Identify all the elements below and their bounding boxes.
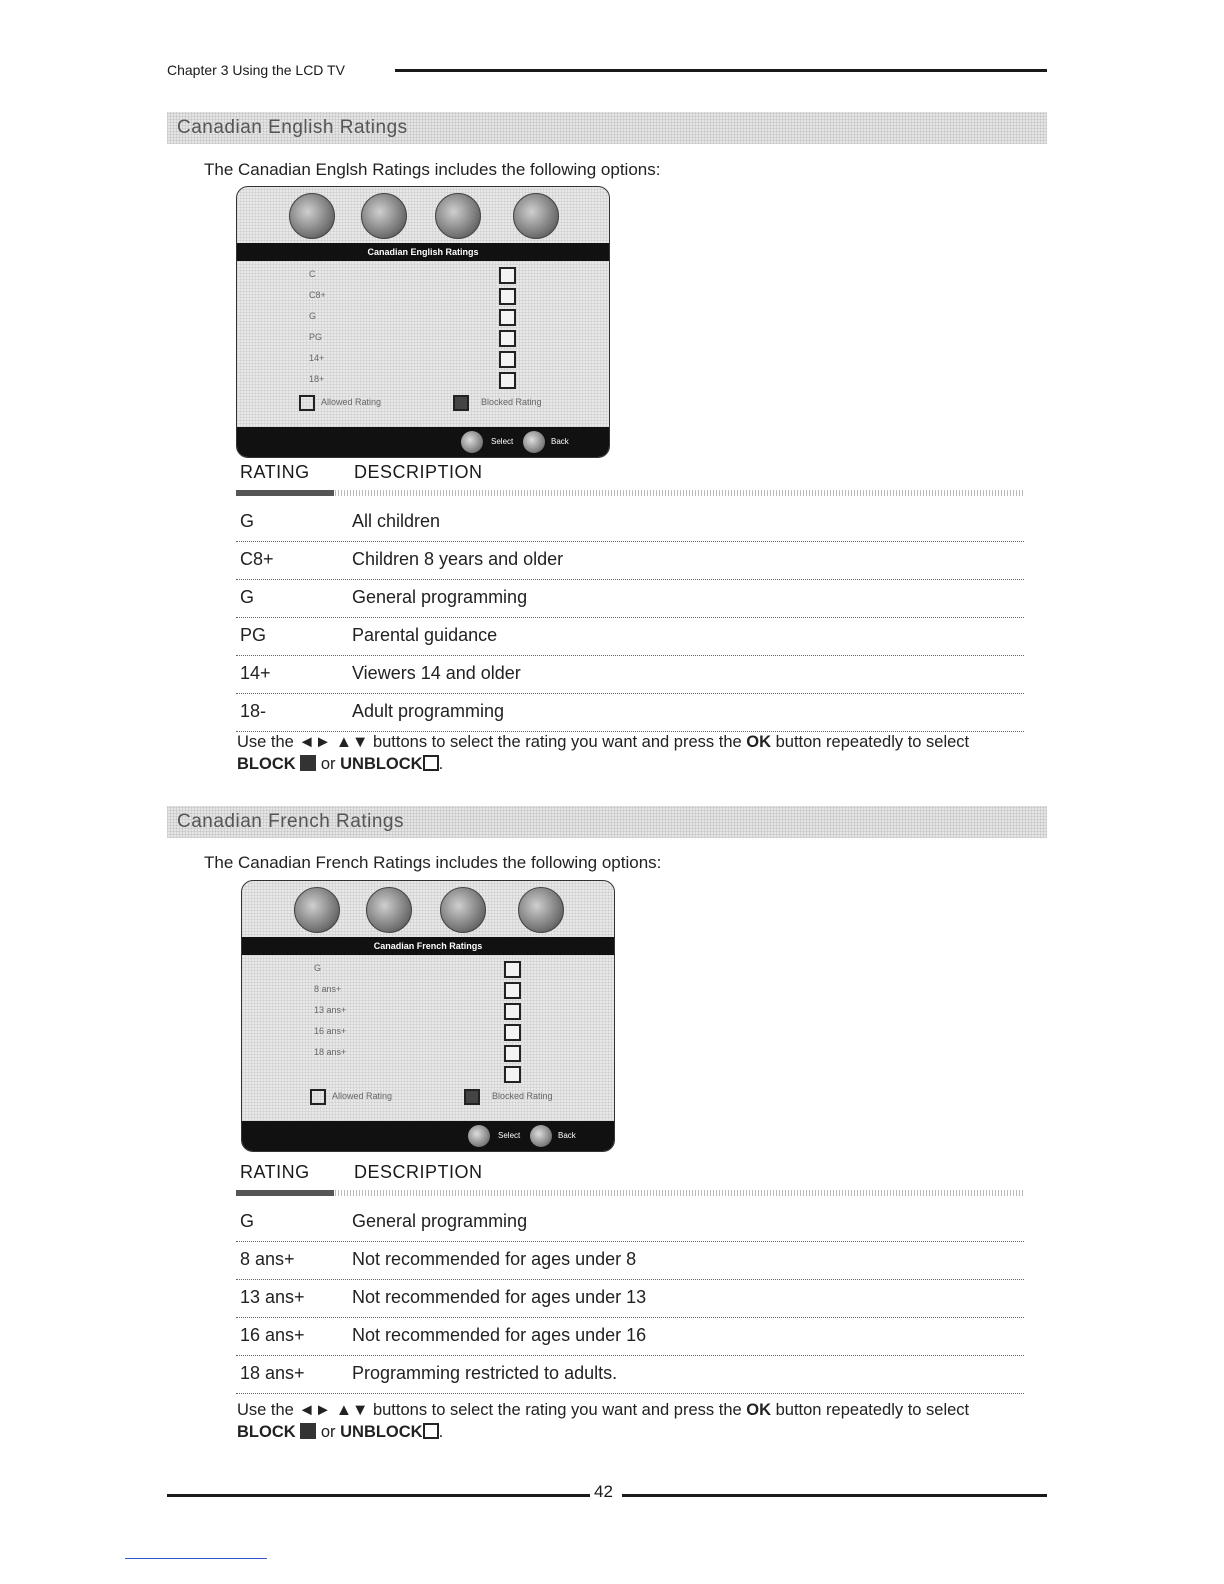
tv-icon xyxy=(435,193,481,239)
checkbox-icon[interactable] xyxy=(504,1024,521,1041)
blocked-box-icon xyxy=(464,1089,480,1105)
section-title-english: Canadian English Ratings xyxy=(177,117,408,138)
menu-row-label: 18+ xyxy=(309,374,325,384)
description-cell: Not recommended for ages under 8 xyxy=(352,1249,637,1269)
unblock-label: UNBLOCK xyxy=(340,1423,423,1441)
table-row xyxy=(236,580,1024,618)
footer-rule-right xyxy=(622,1494,1047,1497)
block-label: BLOCK xyxy=(237,1423,296,1441)
rating-cell: 14+ xyxy=(240,663,271,683)
menu-row[interactable] xyxy=(237,349,609,370)
blocked-label: Blocked Rating xyxy=(492,1091,553,1101)
menu-footer xyxy=(237,427,609,457)
block-label: BLOCK xyxy=(237,755,296,773)
menu-row-label: C8+ xyxy=(309,290,326,300)
description-cell: Viewers 14 and older xyxy=(352,663,521,683)
tv-icon xyxy=(440,887,486,933)
sound-icon xyxy=(366,887,412,933)
menu-footer xyxy=(242,1121,614,1151)
table-row xyxy=(236,542,1024,580)
checkbox-icon[interactable] xyxy=(504,1003,521,1020)
menu-row[interactable] xyxy=(237,286,609,307)
table-header xyxy=(236,1162,1024,1190)
section-title-french: Canadian French Ratings xyxy=(177,811,404,832)
menu-row-label: PG xyxy=(309,332,323,342)
menu-title: Canadian English Ratings xyxy=(237,243,609,261)
back-label: Back xyxy=(558,1131,576,1140)
menu-row-label: G xyxy=(314,963,322,973)
description-cell: Adult programming xyxy=(352,701,505,721)
menu-legend xyxy=(237,393,609,411)
table-row xyxy=(236,504,1024,542)
col-rating: RATING xyxy=(240,462,310,482)
menu-row[interactable] xyxy=(242,1022,614,1043)
instruction-text: Use the ◄► ▲▼ buttons to select the rating you want and press the xyxy=(237,733,747,751)
instruction-french xyxy=(237,1399,1027,1443)
menu-row-label: 8 ans+ xyxy=(314,984,342,994)
menu-row[interactable] xyxy=(237,328,609,349)
checkbox-icon[interactable] xyxy=(504,982,521,999)
rating-cell: 16 ans+ xyxy=(240,1325,305,1345)
menu-row[interactable] xyxy=(242,959,614,980)
table-row xyxy=(236,618,1024,656)
sound-icon xyxy=(361,193,407,239)
table-header-bar xyxy=(236,490,1024,496)
chapter-title: Chapter 3 Using the LCD TV xyxy=(167,62,345,78)
rating-cell: G xyxy=(240,587,255,607)
rating-cell: 18 ans+ xyxy=(240,1363,305,1383)
allowed-box-icon xyxy=(423,755,439,771)
table-row xyxy=(236,694,1024,732)
table-row xyxy=(236,1280,1024,1318)
checkbox-icon[interactable] xyxy=(504,961,521,978)
table-header-bar xyxy=(236,1190,1024,1196)
footer-rule-left xyxy=(167,1494,590,1497)
rating-cell: G xyxy=(240,511,255,531)
checkbox-icon[interactable] xyxy=(499,309,516,326)
menu-row[interactable] xyxy=(242,1001,614,1022)
table-row xyxy=(236,1356,1024,1394)
header-rule xyxy=(395,69,1047,72)
menu-row[interactable] xyxy=(237,370,609,391)
setup-icon xyxy=(518,887,564,933)
rating-table-english xyxy=(236,462,1024,732)
checkbox-icon[interactable] xyxy=(504,1066,521,1083)
checkbox-icon[interactable] xyxy=(499,351,516,368)
ok-label: OK xyxy=(746,1401,772,1419)
instruction-text: button repeatedly to select xyxy=(771,1401,970,1419)
description-cell: Not recommended for ages under 13 xyxy=(352,1287,647,1307)
page-number: 42 xyxy=(594,1482,613,1501)
checkbox-icon[interactable] xyxy=(499,372,516,389)
menu-rating-list xyxy=(237,265,609,391)
menu-row-label: G xyxy=(309,311,317,321)
checkbox-icon[interactable] xyxy=(499,330,516,347)
description-cell: General programming xyxy=(352,587,528,607)
description-cell: Parental guidance xyxy=(352,625,498,645)
checkbox-icon[interactable] xyxy=(499,267,516,284)
table-row xyxy=(236,1242,1024,1280)
intro-english: The Canadian Englsh Ratings includes the following options: xyxy=(204,160,661,179)
allowed-box-icon xyxy=(310,1089,326,1105)
description-cell: Children 8 years and older xyxy=(352,549,564,569)
chapter-header xyxy=(167,60,1047,84)
section-bar-french xyxy=(167,806,1047,838)
table-row xyxy=(236,656,1024,694)
menu-row-label: 16 ans+ xyxy=(314,1026,347,1036)
checkbox-icon[interactable] xyxy=(499,288,516,305)
back-button-icon xyxy=(530,1125,552,1147)
rating-cell: G xyxy=(240,1211,255,1231)
description-cell: General programming xyxy=(352,1211,528,1231)
menu-rating-list xyxy=(242,959,614,1085)
header-bar-accent xyxy=(236,490,334,496)
menu-row[interactable] xyxy=(237,265,609,286)
rating-cell: 8 ans+ xyxy=(240,1249,295,1269)
menu-icon-row xyxy=(242,881,614,937)
rating-cell: 13 ans+ xyxy=(240,1287,305,1307)
col-rating: RATING xyxy=(240,1162,310,1182)
table-row xyxy=(236,1204,1024,1242)
instruction-text: button repeatedly to select xyxy=(771,733,970,751)
blocked-box-icon xyxy=(300,1423,316,1439)
rating-cell: C8+ xyxy=(240,549,274,569)
menu-row-label: 18 ans+ xyxy=(314,1047,347,1057)
tv-menu-english xyxy=(236,186,610,458)
menu-legend xyxy=(242,1087,614,1105)
col-description: DESCRIPTION xyxy=(354,1162,483,1182)
rating-table-french xyxy=(236,1162,1024,1394)
back-button-icon xyxy=(523,431,545,453)
menu-row-label: C xyxy=(309,269,316,279)
allowed-box-icon xyxy=(423,1423,439,1439)
tv-menu-french xyxy=(241,880,615,1152)
instruction-english xyxy=(237,731,1027,775)
blocked-box-icon xyxy=(300,755,316,771)
menu-row[interactable] xyxy=(237,307,609,328)
menu-row[interactable] xyxy=(242,1043,614,1064)
menu-row-label: 13 ans+ xyxy=(314,1005,347,1015)
rating-cell: 18- xyxy=(240,701,267,721)
allowed-label: Allowed Rating xyxy=(332,1091,393,1101)
select-label: Select xyxy=(498,1131,521,1140)
header-bar-accent xyxy=(236,1190,334,1196)
menu-row[interactable] xyxy=(242,980,614,1001)
rating-cell: PG xyxy=(240,625,267,645)
menu-title: Canadian French Ratings xyxy=(242,937,614,955)
instruction-text: Use the ◄► ▲▼ buttons to select the rating you want and press the xyxy=(237,1401,747,1419)
menu-row[interactable] xyxy=(242,1064,614,1085)
select-label: Select xyxy=(491,437,514,446)
description-cell: All children xyxy=(352,511,441,531)
select-button-icon xyxy=(468,1125,490,1147)
menu-row-label: 14+ xyxy=(309,353,325,363)
instruction-text: or xyxy=(316,1423,341,1441)
picture-icon xyxy=(294,887,340,933)
setup-icon xyxy=(513,193,559,239)
instruction-text: or xyxy=(316,755,341,773)
select-button-icon xyxy=(461,431,483,453)
description-cell: Not recommended for ages under 16 xyxy=(352,1325,647,1345)
checkbox-icon[interactable] xyxy=(504,1045,521,1062)
table-header xyxy=(236,462,1024,490)
back-label: Back xyxy=(551,437,569,446)
bottom-link-line xyxy=(125,1558,267,1559)
instruction-text: . xyxy=(438,755,444,773)
table-row xyxy=(236,1318,1024,1356)
allowed-box-icon xyxy=(299,395,315,411)
unblock-label: UNBLOCK xyxy=(340,755,423,773)
picture-icon xyxy=(289,193,335,239)
allowed-label: Allowed Rating xyxy=(321,397,382,407)
col-description: DESCRIPTION xyxy=(354,462,483,482)
blocked-box-icon xyxy=(453,395,469,411)
menu-icon-row xyxy=(237,187,609,243)
instruction-text: . xyxy=(438,1423,444,1441)
ok-label: OK xyxy=(746,733,772,751)
intro-french: The Canadian French Ratings includes the following options: xyxy=(204,853,662,872)
blocked-label: Blocked Rating xyxy=(481,397,542,407)
description-cell: Programming restricted to adults. xyxy=(352,1363,618,1383)
section-bar-english xyxy=(167,112,1047,144)
